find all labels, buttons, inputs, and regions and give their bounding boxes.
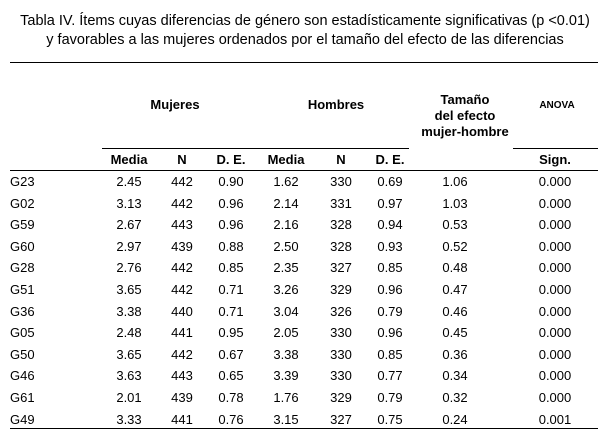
row-item-label: G61: [10, 390, 35, 405]
cell-n-mujeres: 442: [171, 260, 193, 275]
row-item-label: G46: [10, 368, 35, 383]
cell-media-hombres: 3.38: [273, 347, 299, 362]
subheader-de-hombres: D. E.: [375, 152, 405, 167]
cell-n-hombres: 327: [330, 260, 352, 275]
cell-media-mujeres: 3.38: [116, 304, 142, 319]
cell-n-mujeres: 442: [171, 282, 193, 297]
cell-de-hombres: 0.96: [377, 282, 403, 297]
cell-de-hombres: 0.96: [377, 325, 403, 340]
cell-sign: 0.000: [538, 260, 572, 275]
subheader-sign: Sign.: [539, 152, 571, 167]
cell-sign: 0.000: [538, 390, 572, 405]
row-item-label: G36: [10, 304, 35, 319]
row-item-label: G60: [10, 239, 35, 254]
header-tamano-line-2: del efecto: [434, 108, 496, 123]
cell-de-hombres: 0.97: [377, 196, 403, 211]
cell-n-hombres: 327: [330, 412, 352, 427]
cell-de-mujeres: 0.95: [218, 325, 244, 340]
header-bottom-rule: [10, 170, 598, 171]
cell-sign: 0.000: [538, 325, 572, 340]
cell-de-hombres: 0.75: [377, 412, 403, 427]
cell-n-hombres: 330: [330, 325, 352, 340]
top-rule: [10, 62, 598, 63]
row-item-label: G51: [10, 282, 35, 297]
cell-sign: 0.000: [538, 217, 572, 232]
cell-media-mujeres: 3.13: [116, 196, 142, 211]
cell-de-mujeres: 0.96: [218, 196, 244, 211]
cell-de-mujeres: 0.71: [218, 282, 244, 297]
cell-efecto: 0.34: [442, 368, 468, 383]
row-item-label: G50: [10, 347, 35, 362]
cell-efecto: 0.24: [442, 412, 468, 427]
cell-media-hombres: 3.04: [273, 304, 299, 319]
cell-media-mujeres: 3.63: [116, 368, 142, 383]
row-item-label: G49: [10, 412, 35, 427]
row-item-label: G05: [10, 325, 35, 340]
cell-efecto: 0.53: [442, 217, 468, 232]
cell-n-hombres: 330: [330, 347, 352, 362]
cell-n-hombres: 329: [330, 282, 352, 297]
cell-sign: 0.000: [538, 347, 572, 362]
cell-media-hombres: 2.16: [273, 217, 299, 232]
cell-media-mujeres: 2.45: [116, 174, 142, 189]
header-tamano-line-1: Tamaño: [440, 92, 490, 107]
cell-de-hombres: 0.69: [377, 174, 403, 189]
caption-line-2: y favorables a las mujeres ordenados por el tamaño del efecto de las diferencias: [46, 32, 564, 48]
cell-n-hombres: 328: [330, 239, 352, 254]
cell-de-mujeres: 0.85: [218, 260, 244, 275]
header-hombres: Hombres: [307, 97, 365, 112]
cell-n-mujeres: 439: [171, 390, 193, 405]
cell-de-hombres: 0.79: [377, 390, 403, 405]
cell-media-mujeres: 3.65: [116, 347, 142, 362]
cell-sign: 0.000: [538, 196, 572, 211]
cell-de-mujeres: 0.67: [218, 347, 244, 362]
cell-efecto: 0.52: [442, 239, 468, 254]
cell-media-hombres: 3.26: [273, 282, 299, 297]
table-caption: [10, 12, 600, 50]
cell-de-hombres: 0.79: [377, 304, 403, 319]
cell-n-mujeres: 442: [171, 174, 193, 189]
cell-n-mujeres: 441: [171, 412, 193, 427]
cell-media-mujeres: 3.65: [116, 282, 142, 297]
cell-de-mujeres: 0.96: [218, 217, 244, 232]
cell-media-hombres: 3.15: [273, 412, 299, 427]
header-anova: ANOVA: [539, 100, 575, 111]
cell-n-hombres: 329: [330, 390, 352, 405]
cell-n-hombres: 330: [330, 368, 352, 383]
cell-media-hombres: 3.39: [273, 368, 299, 383]
cell-sign: 0.000: [538, 282, 572, 297]
cell-n-mujeres: 442: [171, 347, 193, 362]
cell-media-hombres: 2.05: [273, 325, 299, 340]
cell-sign: 0.000: [538, 368, 572, 383]
cell-media-mujeres: 2.76: [116, 260, 142, 275]
cell-efecto: 0.45: [442, 325, 468, 340]
cell-efecto: 0.36: [442, 347, 468, 362]
cell-n-mujeres: 443: [171, 368, 193, 383]
cell-de-mujeres: 0.88: [218, 239, 244, 254]
cell-de-mujeres: 0.65: [218, 368, 244, 383]
cell-n-mujeres: 443: [171, 217, 193, 232]
bottom-rule: [10, 428, 598, 429]
cell-de-hombres: 0.85: [377, 260, 403, 275]
cell-n-mujeres: 442: [171, 196, 193, 211]
cell-de-hombres: 0.94: [377, 217, 403, 232]
cell-de-mujeres: 0.76: [218, 412, 244, 427]
subheader-n-mujeres: N: [177, 152, 187, 167]
subheader-de-mujeres: D. E.: [216, 152, 246, 167]
cell-media-mujeres: 2.97: [116, 239, 142, 254]
cell-n-hombres: 331: [330, 196, 352, 211]
subheader-n-hombres: N: [336, 152, 346, 167]
cell-media-hombres: 2.14: [273, 196, 299, 211]
cell-media-hombres: 1.62: [273, 174, 299, 189]
cell-sign: 0.000: [538, 174, 572, 189]
row-item-label: G59: [10, 217, 35, 232]
cell-efecto: 0.32: [442, 390, 468, 405]
cell-de-mujeres: 0.78: [218, 390, 244, 405]
cell-sign: 0.000: [538, 304, 572, 319]
cell-de-hombres: 0.85: [377, 347, 403, 362]
cell-sign: 0.001: [538, 412, 572, 427]
subheader-media-hombres: Media: [267, 152, 305, 167]
cell-efecto: 0.46: [442, 304, 468, 319]
cell-media-mujeres: 2.01: [116, 390, 142, 405]
cell-media-hombres: 2.35: [273, 260, 299, 275]
cell-de-mujeres: 0.71: [218, 304, 244, 319]
cell-efecto: 0.48: [442, 260, 468, 275]
cell-de-hombres: 0.93: [377, 239, 403, 254]
caption-line-1: Tabla IV. Ítems cuyas diferencias de género son estadísticamente significativas (p <0.01): [20, 13, 590, 29]
cell-de-hombres: 0.77: [377, 368, 403, 383]
cell-efecto: 1.06: [442, 174, 468, 189]
header-mujeres: Mujeres: [150, 97, 200, 112]
cell-media-mujeres: 2.48: [116, 325, 142, 340]
cell-efecto: 0.47: [442, 282, 468, 297]
mid-rule-anova: [513, 148, 598, 149]
cell-media-hombres: 2.50: [273, 239, 299, 254]
row-item-label: G02: [10, 196, 35, 211]
cell-n-hombres: 328: [330, 217, 352, 232]
cell-n-hombres: 326: [330, 304, 352, 319]
cell-media-hombres: 1.76: [273, 390, 299, 405]
cell-n-mujeres: 441: [171, 325, 193, 340]
header-tamano-line-3: mujer-hombre: [421, 124, 509, 139]
cell-efecto: 1.03: [442, 196, 468, 211]
cell-media-mujeres: 3.33: [116, 412, 142, 427]
cell-n-hombres: 330: [330, 174, 352, 189]
row-item-label: G28: [10, 260, 35, 275]
row-item-label: G23: [10, 174, 35, 189]
cell-n-mujeres: 439: [171, 239, 193, 254]
mid-rule-groups: [102, 148, 409, 149]
cell-media-mujeres: 2.67: [116, 217, 142, 232]
cell-n-mujeres: 440: [171, 304, 193, 319]
cell-sign: 0.000: [538, 239, 572, 254]
cell-de-mujeres: 0.90: [218, 174, 244, 189]
subheader-media-mujeres: Media: [110, 152, 148, 167]
